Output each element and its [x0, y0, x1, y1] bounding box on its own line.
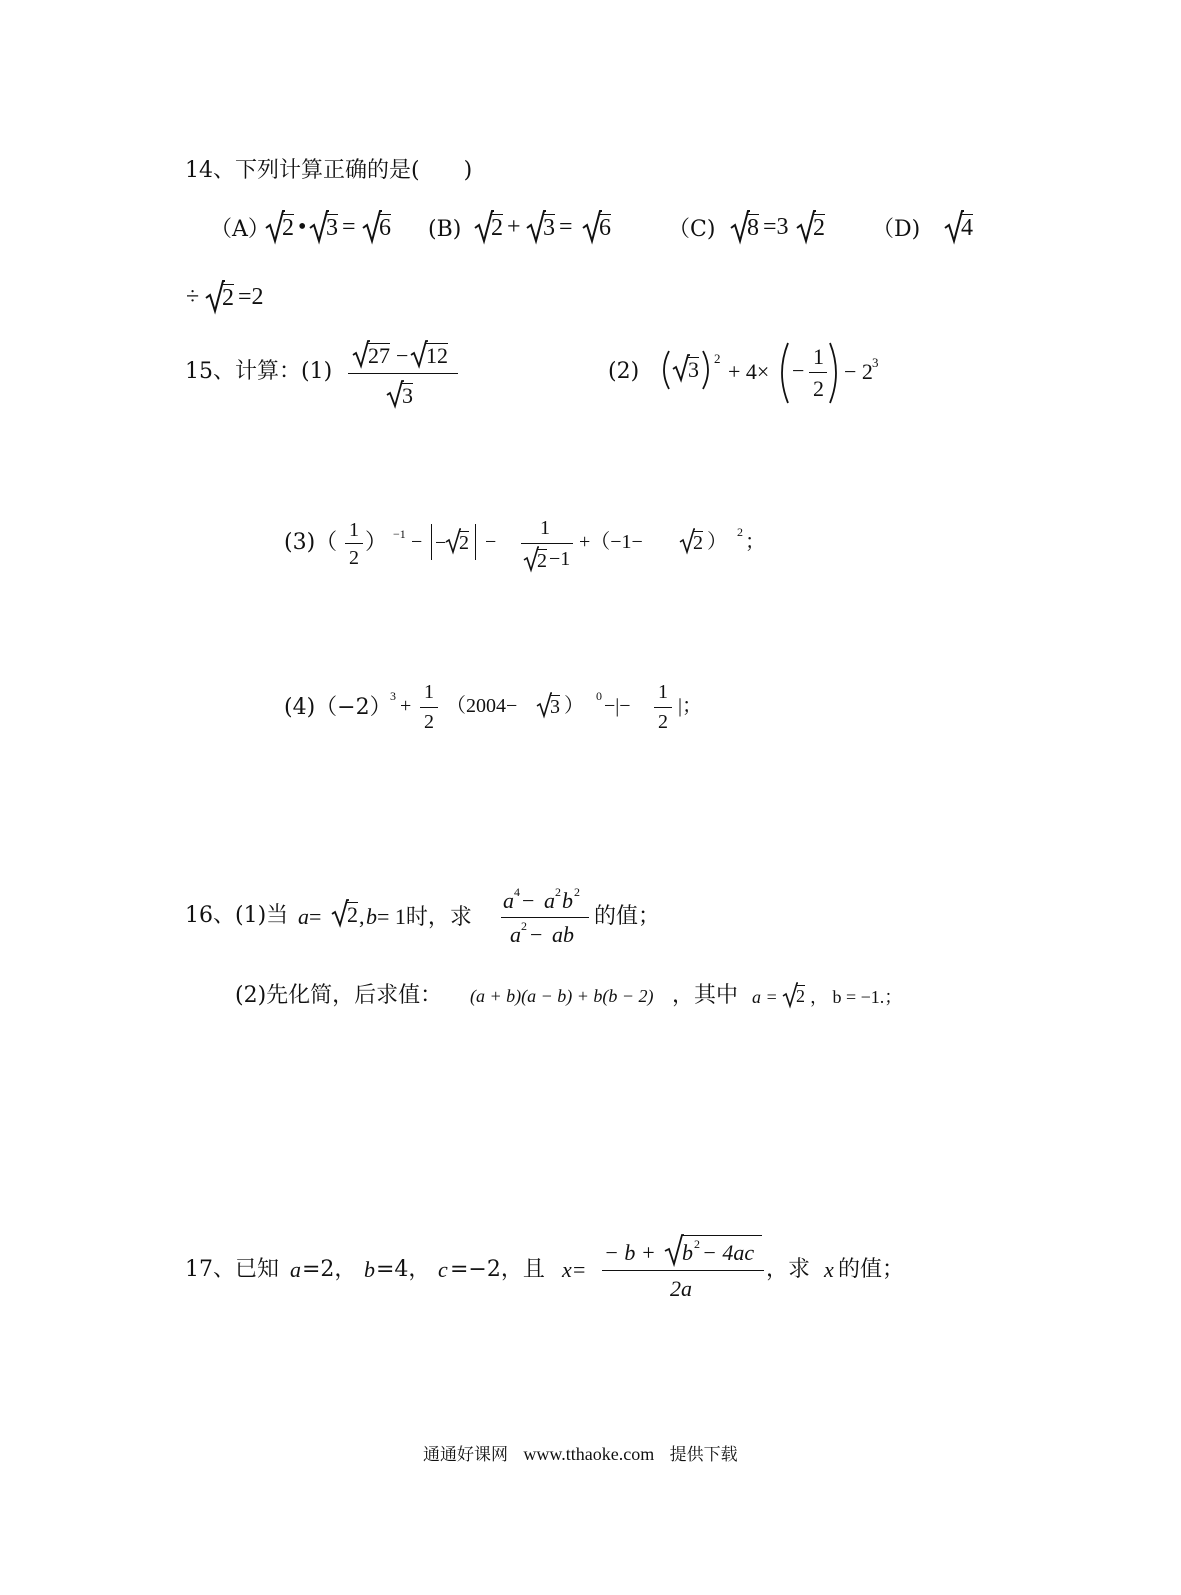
q16-part2-values	[752, 980, 952, 1012]
left-paren	[776, 342, 790, 404]
radicand: 2	[796, 986, 805, 1006]
denominator: 2	[658, 711, 668, 733]
var-a: a	[503, 888, 514, 913]
radicand: 8	[747, 215, 759, 241]
radicand: 2	[347, 902, 358, 927]
fraction-bar	[602, 1270, 764, 1271]
fraction-bar	[654, 707, 672, 708]
minus-sign: −	[530, 922, 543, 947]
minus-sign: −	[485, 531, 497, 553]
denominator: 2a	[670, 1276, 692, 1301]
abs-bar	[431, 524, 432, 560]
var-x: x	[824, 1257, 834, 1282]
right-paren: ）	[365, 530, 388, 555]
q16-part1-expr	[298, 884, 661, 950]
radicand: 6	[379, 215, 391, 241]
radicand: 6	[599, 215, 611, 241]
minus-sign: −	[396, 343, 409, 368]
exponent: −1	[393, 527, 406, 541]
var-x: x	[562, 1257, 572, 1282]
q15-part3-label: (3)（	[284, 530, 338, 555]
var-b: b	[562, 888, 573, 913]
q14-option-c-label: （C)	[668, 217, 716, 242]
fraction-bar	[809, 372, 827, 373]
minus-two: − 2	[844, 359, 873, 384]
exponent: 3	[872, 355, 879, 370]
minus-sign: −	[522, 888, 535, 913]
equals-sign: =	[309, 904, 322, 929]
exponent: 2	[737, 525, 743, 539]
var-b: b	[682, 1240, 693, 1265]
q15-part4-label: (4)（−2）	[284, 695, 392, 720]
radicand: 2	[813, 215, 825, 241]
exponent: 2	[521, 919, 527, 933]
q14-option-a-label: （A）	[210, 217, 270, 242]
var-b: b	[364, 1257, 375, 1282]
fraction-bar	[420, 707, 438, 708]
a-equals: a =	[752, 987, 778, 1007]
q17-given	[290, 1257, 620, 1287]
fraction-bar	[501, 917, 589, 918]
find-value-text: 的值；	[594, 904, 661, 929]
q16-label: 16、(1)当	[185, 903, 289, 928]
q14-option-d-label: （D)	[872, 217, 921, 242]
var-a: a	[290, 1257, 301, 1282]
right-paren	[828, 342, 842, 404]
equals-one-when-find: = 1时，求	[377, 904, 472, 929]
minus-one: −1	[549, 548, 571, 570]
minus-sign: −	[411, 531, 423, 553]
value-text: 的值；	[838, 1257, 905, 1282]
plus-sign: +	[400, 695, 412, 717]
plus-four-times: + 4×	[728, 359, 770, 384]
numerator: 1	[349, 519, 359, 541]
numerator: 1	[540, 517, 550, 539]
exponent: 2	[574, 885, 580, 899]
var-a: a	[510, 922, 521, 947]
radicand: 12	[426, 343, 448, 368]
footer-suffix: 提供下载	[669, 1445, 738, 1465]
exponent: 4	[514, 885, 520, 899]
radicand: 3	[543, 215, 555, 241]
denominator: 2	[349, 547, 359, 569]
q17-quadratic-fraction	[602, 1232, 772, 1306]
q15-part2-expr	[658, 342, 888, 408]
b-value: =4，	[376, 1257, 431, 1282]
right-paren: ）	[564, 695, 584, 717]
radicand: 3	[688, 357, 699, 382]
numerator: 1	[658, 681, 668, 703]
exponent: 2	[714, 351, 721, 366]
numerator: 1	[813, 344, 824, 369]
fraction-bar	[521, 543, 573, 544]
radicand: 2	[537, 550, 547, 572]
plus-sign: +	[507, 214, 521, 240]
comma: ,	[359, 904, 365, 929]
a-value: =2，	[302, 1257, 357, 1282]
equals-three: =3	[763, 214, 789, 240]
radicand: 3	[402, 383, 413, 408]
year-expression: （2004−	[446, 695, 518, 717]
plus-paren-minus-one: +（−1−	[579, 531, 643, 553]
minus-sign: −	[435, 532, 447, 554]
radicand: 3	[550, 696, 560, 718]
right-paren	[700, 350, 714, 390]
minus-4ac: − 4ac	[702, 1240, 755, 1265]
footer	[423, 1445, 738, 1464]
var-b: b	[366, 904, 377, 929]
q14-option-b-label: (B)	[428, 217, 462, 242]
q15-label: 15、计算：(1)	[185, 359, 333, 384]
divide-sign: ÷	[186, 284, 200, 310]
radical-overline	[682, 1235, 762, 1236]
exponent: 0	[596, 689, 602, 703]
c-value: =−2，且	[450, 1257, 545, 1282]
var-a: a	[298, 904, 309, 929]
numerator: 1	[424, 681, 434, 703]
abs-close-semicolon: |；	[678, 695, 703, 717]
equals-sign: =	[559, 214, 573, 240]
var-c: c	[438, 1257, 448, 1282]
equals-two: =2	[238, 284, 264, 310]
q15-part3-expr	[345, 518, 765, 574]
find-text: ，求	[766, 1257, 811, 1282]
radicand: 2	[693, 532, 703, 554]
minus-b-plus: − b +	[604, 1240, 656, 1265]
radicand: 4	[961, 215, 973, 241]
right-paren: ）	[707, 531, 727, 553]
dot-operator: •	[298, 214, 307, 240]
minus-sign: −	[792, 358, 805, 383]
footer-site-name: 通通好课网	[423, 1445, 508, 1465]
radical-sign	[664, 1234, 684, 1266]
exponent: 3	[390, 689, 396, 703]
q15-part4-expr	[390, 680, 710, 740]
abs-bar	[475, 524, 476, 560]
exponent: 2	[555, 885, 561, 899]
q15-part2-label: (2)	[608, 359, 640, 384]
radicand: 3	[326, 215, 338, 241]
semicolon: ；	[745, 531, 765, 553]
fraction-bar	[348, 373, 458, 374]
radicand: 27	[368, 343, 390, 368]
fraction-bar	[345, 543, 363, 544]
var-a: a	[544, 888, 555, 913]
denominator: 2	[813, 376, 824, 401]
exponent: 2	[694, 1237, 700, 1251]
equals-sign: =	[342, 214, 356, 240]
equals-sign: =	[573, 1257, 586, 1282]
footer-url[interactable]: www.tthaoke.com	[523, 1444, 655, 1464]
radicand: 2	[282, 215, 294, 241]
b-value: ， b = −1.；	[810, 987, 903, 1007]
q15-part1-fraction	[348, 340, 458, 410]
q16-part2-where: ，其中	[672, 983, 739, 1008]
q17-tail	[766, 1259, 926, 1287]
denominator: 2	[424, 711, 434, 733]
q16-part2-text: (2)先化简，后求值：	[235, 983, 443, 1008]
minus-abs-minus: −|−	[604, 695, 631, 717]
var-ab: ab	[552, 922, 574, 947]
radicand: 2	[222, 285, 234, 311]
q14-stem: 14、下列计算正确的是( )	[185, 158, 473, 183]
q16-part2-expr: (a + b)(a − b) + b(b − 2)	[470, 986, 654, 1006]
radicand: 2	[491, 215, 503, 241]
radicand: 2	[459, 532, 469, 554]
left-paren	[658, 350, 672, 390]
q17-label: 17、已知	[185, 1257, 279, 1282]
